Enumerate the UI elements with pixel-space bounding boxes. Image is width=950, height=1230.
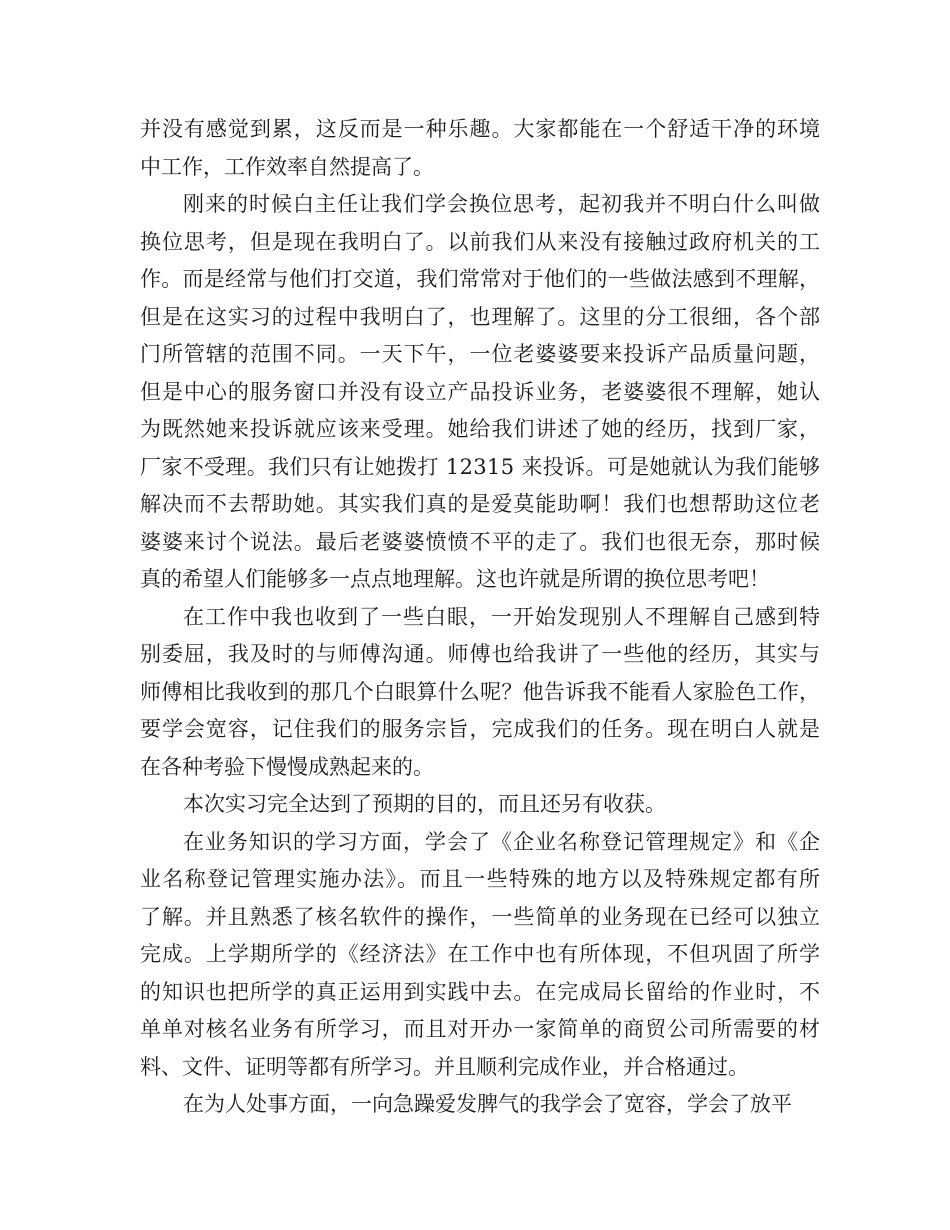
paragraph-first-line: 刚来的时候白主任让我们学会换位思考，起初我并不明白什么叫做	[183, 192, 821, 216]
text-line: 料、文件、证明等都有所学习。并且顺利完成作业，并合格通过。	[140, 1054, 749, 1079]
text-line: 作。而是经常与他们打交道，我们常常对于他们的一些做法感到不理解，	[140, 267, 821, 291]
text-line: 单单对核名业务有所学习，而且对开办一家简单的商贸公司所需要的材	[140, 1017, 821, 1041]
text-line: 但是在这实习的过程中我明白了，也理解了。这里的分工很细，各个部	[140, 304, 821, 329]
text-line: 并没有感觉到累，这反而是一种乐趣。大家都能在一个舒适干净的环境	[140, 117, 821, 141]
text-line: 在各种考验下慢慢成熟起来的。	[140, 754, 434, 779]
text-line: 中工作，工作效率自然提高了。	[140, 154, 434, 179]
paragraph-first-line: 本次实习完全达到了预期的目的，而且还另有收获。	[183, 792, 666, 816]
text-line: 真的希望人们能够多一点点地理解。这也许就是所谓的换位思考吧！	[140, 567, 770, 591]
text-line: 门所管辖的范围不同。一天下午，一位老婆婆要来投诉产品质量问题，	[140, 342, 821, 366]
text-line: 师傅相比我收到的那几个白眼算什么呢？他告诉我不能看人家脸色工作，	[140, 679, 821, 704]
text-line: 为既然她来投诉就应该来受理。她给我们讲述了她的经历，找到厂家，	[140, 417, 821, 441]
text-line: 的知识也把所学的真正运用到实践中去。在完成局长留给的作业时，不	[140, 979, 821, 1004]
text-line: 完成。上学期所学的《经济法》在工作中也有所体现，不但巩固了所学	[140, 942, 821, 966]
document-body	[140, 111, 820, 1124]
paragraph-first-line: 在业务知识的学习方面，学会了《企业名称登记管理规定》和《企	[183, 829, 821, 854]
text-line: 业名称登记管理实施办法》。而且一些特殊的地方以及特殊规定都有所	[140, 867, 822, 891]
text-line: 换位思考，但是现在我明白了。以前我们从来没有接触过政府机关的工	[140, 229, 821, 254]
text-line: 婆婆来讨个说法。最后老婆婆愤愤不平的走了。我们也很无奈，那时候	[140, 529, 821, 554]
text-line: 厂家不受理。我们只有让她拨打 12315 来投诉。可是她就认为我们能够	[140, 454, 821, 479]
text-line: 但是中心的服务窗口并没有设立产品投诉业务，老婆婆很不理解，她认	[140, 379, 821, 404]
text-line: 要学会宽容，记住我们的服务宗旨，完成我们的任务。现在明白人就是	[140, 717, 821, 741]
text-line: 解决而不去帮助她。其实我们真的是爱莫能助啊！我们也想帮助这位老	[140, 492, 821, 516]
paragraph-first-line: 在为人处事方面，一向急躁爱发脾气的我学会了宽容，学会了放平	[183, 1092, 792, 1116]
text-line: 别委屈，我及时的与师傅沟通。师傅也给我讲了一些他的经历，其实与	[140, 642, 821, 666]
paragraph-first-line: 在工作中我也收到了一些白眼，一开始发现别人不理解自己感到特	[183, 604, 821, 629]
text-line: 了解。并且熟悉了核名软件的操作，一些简单的业务现在已经可以独立	[140, 904, 821, 929]
